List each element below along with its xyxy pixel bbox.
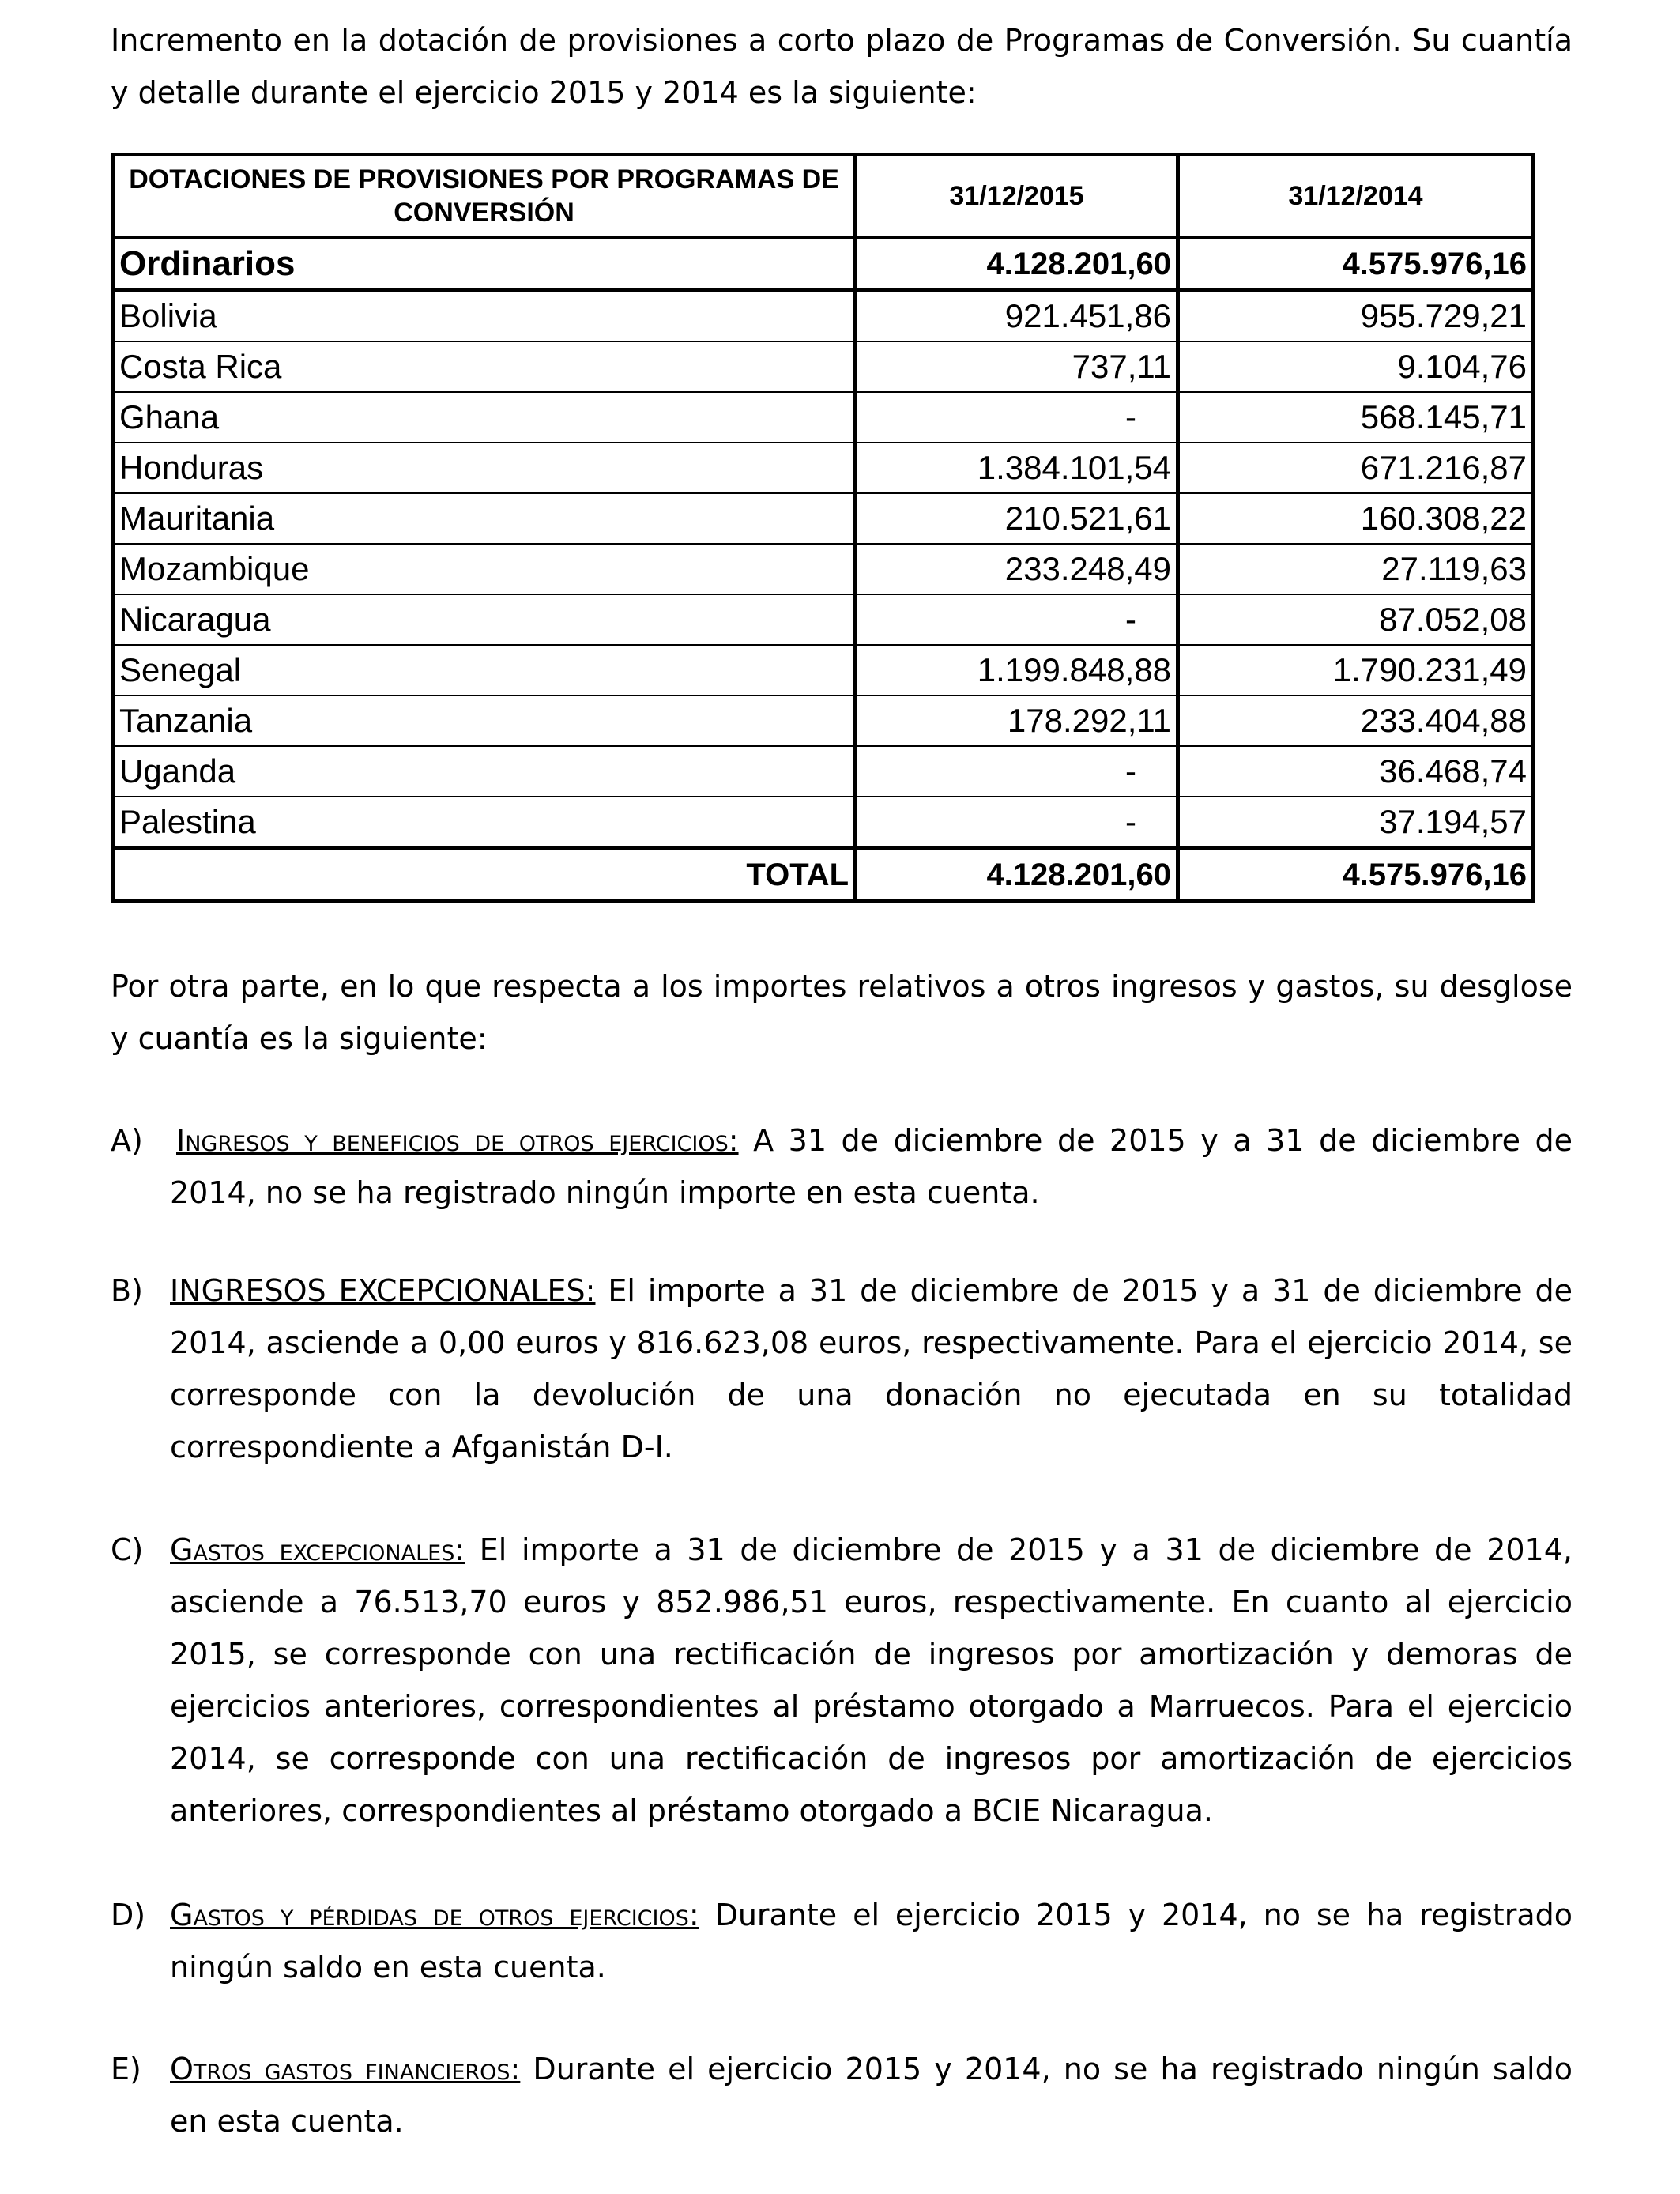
item-heading: Gastos y pérdidas de otros ejercicios:: [170, 1898, 699, 1932]
table-row: [113, 746, 1534, 797]
item-letter: C): [111, 1532, 144, 1567]
row-value-2014: 87.052,08: [1178, 594, 1534, 645]
row-name: Ghana: [113, 392, 856, 443]
row-value-2014: 27.119,63: [1178, 544, 1534, 594]
row-value-2015: 178.292,11: [856, 696, 1178, 746]
row-value-2015: -: [856, 594, 1178, 645]
table-row: [113, 594, 1534, 645]
row-value-2015: 1.384.101,54: [856, 443, 1178, 493]
row-value-2014: 568.145,71: [1178, 392, 1534, 443]
row-name: Tanzania: [113, 696, 856, 746]
table-row: [113, 544, 1534, 594]
item-heading: Ingresos y beneficios de otros ejercicios:: [176, 1123, 739, 1158]
table-row: [113, 797, 1534, 849]
row-value-2014: 671.216,87: [1178, 443, 1534, 493]
item-body: [170, 2043, 1573, 2147]
row-name: Costa Rica: [113, 341, 856, 392]
item-body: [170, 1265, 1573, 1473]
row-name: Honduras: [113, 443, 856, 493]
item-d: [111, 1889, 1573, 1993]
otros-paragraph: Por otra parte, en lo que respecta a los importes relativos a otros ingresos y gastos, su desglose y cuantía es la siguiente:: [111, 969, 1573, 1056]
row-value-2015: 210.521,61: [856, 493, 1178, 544]
table-header-row: [113, 155, 1534, 238]
provisions-table-wrapper: [111, 153, 1535, 903]
item-letter: B): [111, 1273, 143, 1308]
item-text: A 31 de diciembre de 2015 y a 31 de diciembre de 2014, no se ha registrado ningún importe en esta cuenta.: [170, 1123, 1573, 1210]
row-name: Bolivia: [113, 290, 856, 341]
table-header-2014: 31/12/2014: [1178, 155, 1534, 238]
item-heading: Gastos excepcionales:: [170, 1532, 465, 1567]
row-name: Ordinarios: [113, 238, 856, 291]
total-label: TOTAL: [113, 849, 856, 902]
item-e: [111, 2043, 1573, 2147]
item-b: [111, 1265, 1573, 1473]
row-value-2014: 1.790.231,49: [1178, 645, 1534, 696]
row-name: Uganda: [113, 746, 856, 797]
row-value-2015: 737,11: [856, 341, 1178, 392]
item-letter: E): [111, 2052, 141, 2087]
row-value-2014: 36.468,74: [1178, 746, 1534, 797]
item-body: [170, 1524, 1573, 1837]
total-value-2015: 4.128.201,60: [856, 849, 1178, 902]
table-header-title: DOTACIONES DE PROVISIONES POR PROGRAMAS DE CONVERSIÓN: [113, 155, 856, 238]
table-row: [113, 696, 1534, 746]
table-row: [113, 341, 1534, 392]
item-heading: Otros gastos financieros:: [170, 2052, 521, 2087]
table-row: [113, 645, 1534, 696]
intro-paragraph: Incremento en la dotación de provisiones a corto plazo de Programas de Conversión. Su cuantía y detalle durante el ejercicio 2015 y 2014 es la siguiente:: [111, 23, 1573, 110]
row-value-2015: -: [856, 797, 1178, 849]
row-value-2015: 4.128.201,60: [856, 238, 1178, 291]
item-text: El importe a 31 de diciembre de 2015 y a 31 de diciembre de 2014, asciende a 0,00 euros y 816.623,08 euros, respectivamente. Para el ejercicio 2014, se corresponde con la devolución de una donación no ejecutada en su totalidad correspondiente a Afganistán D-I.: [170, 1273, 1573, 1465]
table-body: [113, 238, 1534, 849]
row-name: Palestina: [113, 797, 856, 849]
item-heading: INGRESOS EXCEPCIONALES:: [170, 1273, 596, 1308]
row-value-2015: -: [856, 746, 1178, 797]
row-name: Senegal: [113, 645, 856, 696]
row-name: Mozambique: [113, 544, 856, 594]
table-row-total: [113, 849, 1534, 902]
row-value-2014: 9.104,76: [1178, 341, 1534, 392]
row-value-2015: 233.248,49: [856, 544, 1178, 594]
row-value-2014: 955.729,21: [1178, 290, 1534, 341]
item-body: [170, 1114, 1573, 1219]
row-value-2014: 233.404,88: [1178, 696, 1534, 746]
item-text: El importe a 31 de diciembre de 2015 y a 31 de diciembre de 2014, asciende a 76.513,70 euros y 852.986,51 euros, respectivamente. En cuanto al ejercicio 2015, se corresponde con una rectificación de ingresos por amortización y demoras de ejercicios anteriores, correspondientes al préstamo otorgado a Marruecos. Para el ejercicio 2014, se corresponde con una rectificación de ingresos por amortización de ejercicios anteriores, correspondientes al préstamo otorgado a BCIE Nicaragua.: [170, 1532, 1573, 1828]
table-row: [113, 443, 1534, 493]
table-row: [113, 493, 1534, 544]
table-row: [113, 392, 1534, 443]
item-letter: A): [111, 1123, 143, 1158]
row-name: Mauritania: [113, 493, 856, 544]
row-name: Nicaragua: [113, 594, 856, 645]
provisions-table: [111, 153, 1535, 903]
item-text: Durante el ejercicio 2015 y 2014, no se ha registrado ningún saldo en esta cuenta.: [170, 1898, 1573, 1985]
item-a: [111, 1114, 1573, 1219]
row-value-2014: 4.575.976,16: [1178, 238, 1534, 291]
row-value-2015: 921.451,86: [856, 290, 1178, 341]
total-value-2014: 4.575.976,16: [1178, 849, 1534, 902]
item-letter: D): [111, 1898, 146, 1932]
row-value-2015: 1.199.848,88: [856, 645, 1178, 696]
item-body: [170, 1889, 1573, 1993]
row-value-2014: 160.308,22: [1178, 493, 1534, 544]
item-text: Durante el ejercicio 2015 y 2014, no se ha registrado ningún saldo en esta cuenta.: [170, 2052, 1573, 2139]
table-row: [113, 290, 1534, 341]
table-header-2015: 31/12/2015: [856, 155, 1178, 238]
table-row-ordinarios: [113, 238, 1534, 291]
item-c: [111, 1524, 1573, 1837]
row-value-2015: -: [856, 392, 1178, 443]
row-value-2014: 37.194,57: [1178, 797, 1534, 849]
